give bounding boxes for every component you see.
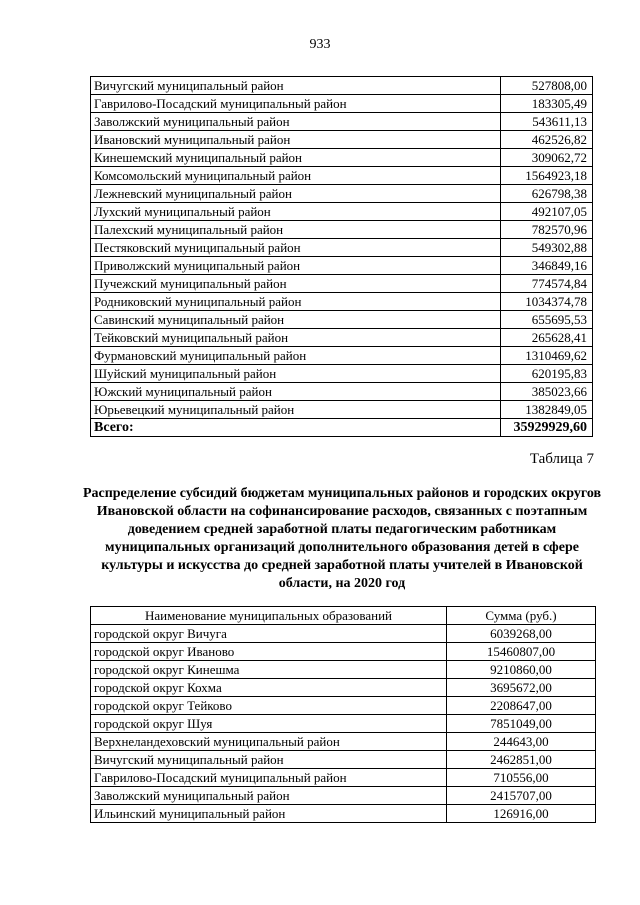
municipality-name: Кинешемский муниципальный район xyxy=(91,149,501,167)
table-header-row xyxy=(91,607,596,625)
subsidy-amount: 7851049,00 xyxy=(447,715,596,733)
table-row xyxy=(91,769,596,787)
municipality-name: Пестяковский муниципальный район xyxy=(91,239,501,257)
subsidy-amount: 126916,00 xyxy=(447,805,596,823)
subsidy-amount: 309062,72 xyxy=(501,149,593,167)
table-row xyxy=(91,643,596,661)
table-row xyxy=(91,715,596,733)
subsidy-amount: 710556,00 xyxy=(447,769,596,787)
municipality-name: городской округ Кинешма xyxy=(91,661,447,679)
subsidy-amount: 1310469,62 xyxy=(501,347,593,365)
table-row xyxy=(91,95,593,113)
municipality-name: Комсомольский муниципальный район xyxy=(91,167,501,185)
municipality-name: Тейковский муниципальный район xyxy=(91,329,501,347)
municipality-name: Вичугский муниципальный район xyxy=(91,751,447,769)
column-header-name: Наименование муниципальных образований xyxy=(91,607,447,625)
municipality-name: Заволжский муниципальный район xyxy=(91,113,501,131)
table-heading: Распределение субсидий бюджетам муниципальных районов и городских округов Ивановской области на софинансирование расходов, связанных с поэтапным доведением средней заработной платы педагогическим работникам муниципальных организаций дополнительного образования детей в сфере культуры и искусства до средней заработной платы учителей в Ивановской области, на 2020 год xyxy=(82,486,602,591)
table-caption: Таблица 7 xyxy=(529,451,594,467)
table-row xyxy=(91,239,593,257)
subsidy-amount: 462526,82 xyxy=(501,131,593,149)
table-row xyxy=(91,257,593,275)
subsidy-amount: 265628,41 xyxy=(501,329,593,347)
subsidy-amount: 1564923,18 xyxy=(501,167,593,185)
subsidy-amount: 1382849,05 xyxy=(501,401,593,419)
subsidy-amount: 655695,53 xyxy=(501,311,593,329)
subsidy-amount: 385023,66 xyxy=(501,383,593,401)
table-row xyxy=(91,275,593,293)
table-row xyxy=(91,329,593,347)
municipality-name: городской округ Шуя xyxy=(91,715,447,733)
subsidy-amount: 9210860,00 xyxy=(447,661,596,679)
table-row xyxy=(91,149,593,167)
subsidy-amount: 1034374,78 xyxy=(501,293,593,311)
table-row xyxy=(91,661,596,679)
table-row xyxy=(91,751,596,769)
municipality-name: городской округ Иваново xyxy=(91,643,447,661)
table-row xyxy=(91,185,593,203)
municipality-name: Гаврилово-Посадский муниципальный район xyxy=(91,95,501,113)
municipality-name: Родниковский муниципальный район xyxy=(91,293,501,311)
table-row xyxy=(91,733,596,751)
subsidy-amount: 2415707,00 xyxy=(447,787,596,805)
subsidy-amount: 782570,96 xyxy=(501,221,593,239)
municipality-name: городской округ Тейково xyxy=(91,697,447,715)
subsidy-amount: 620195,83 xyxy=(501,365,593,383)
subsidy-amount: 244643,00 xyxy=(447,733,596,751)
subsidy-amount: 492107,05 xyxy=(501,203,593,221)
municipality-name: Фурмановский муниципальный район xyxy=(91,347,501,365)
subsidy-table-continued xyxy=(90,76,593,437)
table-row xyxy=(91,365,593,383)
subsidy-amount: 15460807,00 xyxy=(447,643,596,661)
municipality-name: Лежневский муниципальный район xyxy=(91,185,501,203)
table-row xyxy=(91,787,596,805)
table-row xyxy=(91,383,593,401)
municipality-name: Вичугский муниципальный район xyxy=(91,77,501,95)
municipality-name: Савинский муниципальный район xyxy=(91,311,501,329)
municipality-name: городской округ Кохма xyxy=(91,679,447,697)
table-row xyxy=(91,805,596,823)
table-row xyxy=(91,697,596,715)
municipality-name: Заволжский муниципальный район xyxy=(91,787,447,805)
total-row xyxy=(91,419,593,437)
subsidy-amount: 626798,38 xyxy=(501,185,593,203)
subsidy-amount: 527808,00 xyxy=(501,77,593,95)
table-row xyxy=(91,401,593,419)
table-row xyxy=(91,131,593,149)
total-label: Всего: xyxy=(91,419,501,437)
municipality-name: Ивановский муниципальный район xyxy=(91,131,501,149)
subsidy-amount: 774574,84 xyxy=(501,275,593,293)
municipality-name: Лухский муниципальный район xyxy=(91,203,501,221)
municipality-name: Южский муниципальный район xyxy=(91,383,501,401)
table-row xyxy=(91,311,593,329)
table-row xyxy=(91,221,593,239)
subsidy-amount: 2462851,00 xyxy=(447,751,596,769)
page-number: 933 xyxy=(309,37,331,52)
subsidy-amount: 543611,13 xyxy=(501,113,593,131)
municipality-name: Верхнеландеховский муниципальный район xyxy=(91,733,447,751)
table-row xyxy=(91,679,596,697)
subsidy-table-7 xyxy=(90,606,596,823)
table-row xyxy=(91,293,593,311)
table-row xyxy=(91,113,593,131)
subsidy-amount: 6039268,00 xyxy=(447,625,596,643)
subsidy-amount: 3695672,00 xyxy=(447,679,596,697)
municipality-name: Гаврилово-Посадский муниципальный район xyxy=(91,769,447,787)
municipality-name: городской округ Вичуга xyxy=(91,625,447,643)
column-header-sum: Сумма (руб.) xyxy=(447,607,596,625)
municipality-name: Пучежский муниципальный район xyxy=(91,275,501,293)
table-row xyxy=(91,203,593,221)
municipality-name: Приволжский муниципальный район xyxy=(91,257,501,275)
subsidy-amount: 2208647,00 xyxy=(447,697,596,715)
table-row xyxy=(91,625,596,643)
municipality-name: Палехский муниципальный район xyxy=(91,221,501,239)
municipality-name: Шуйский муниципальный район xyxy=(91,365,501,383)
subsidy-amount: 183305,49 xyxy=(501,95,593,113)
table-row xyxy=(91,77,593,95)
table-row xyxy=(91,167,593,185)
municipality-name: Ильинский муниципальный район xyxy=(91,805,447,823)
subsidy-amount: 549302,88 xyxy=(501,239,593,257)
table-row xyxy=(91,347,593,365)
subsidy-amount: 346849,16 xyxy=(501,257,593,275)
municipality-name: Юрьевецкий муниципальный район xyxy=(91,401,501,419)
total-value: 35929929,60 xyxy=(501,419,593,437)
